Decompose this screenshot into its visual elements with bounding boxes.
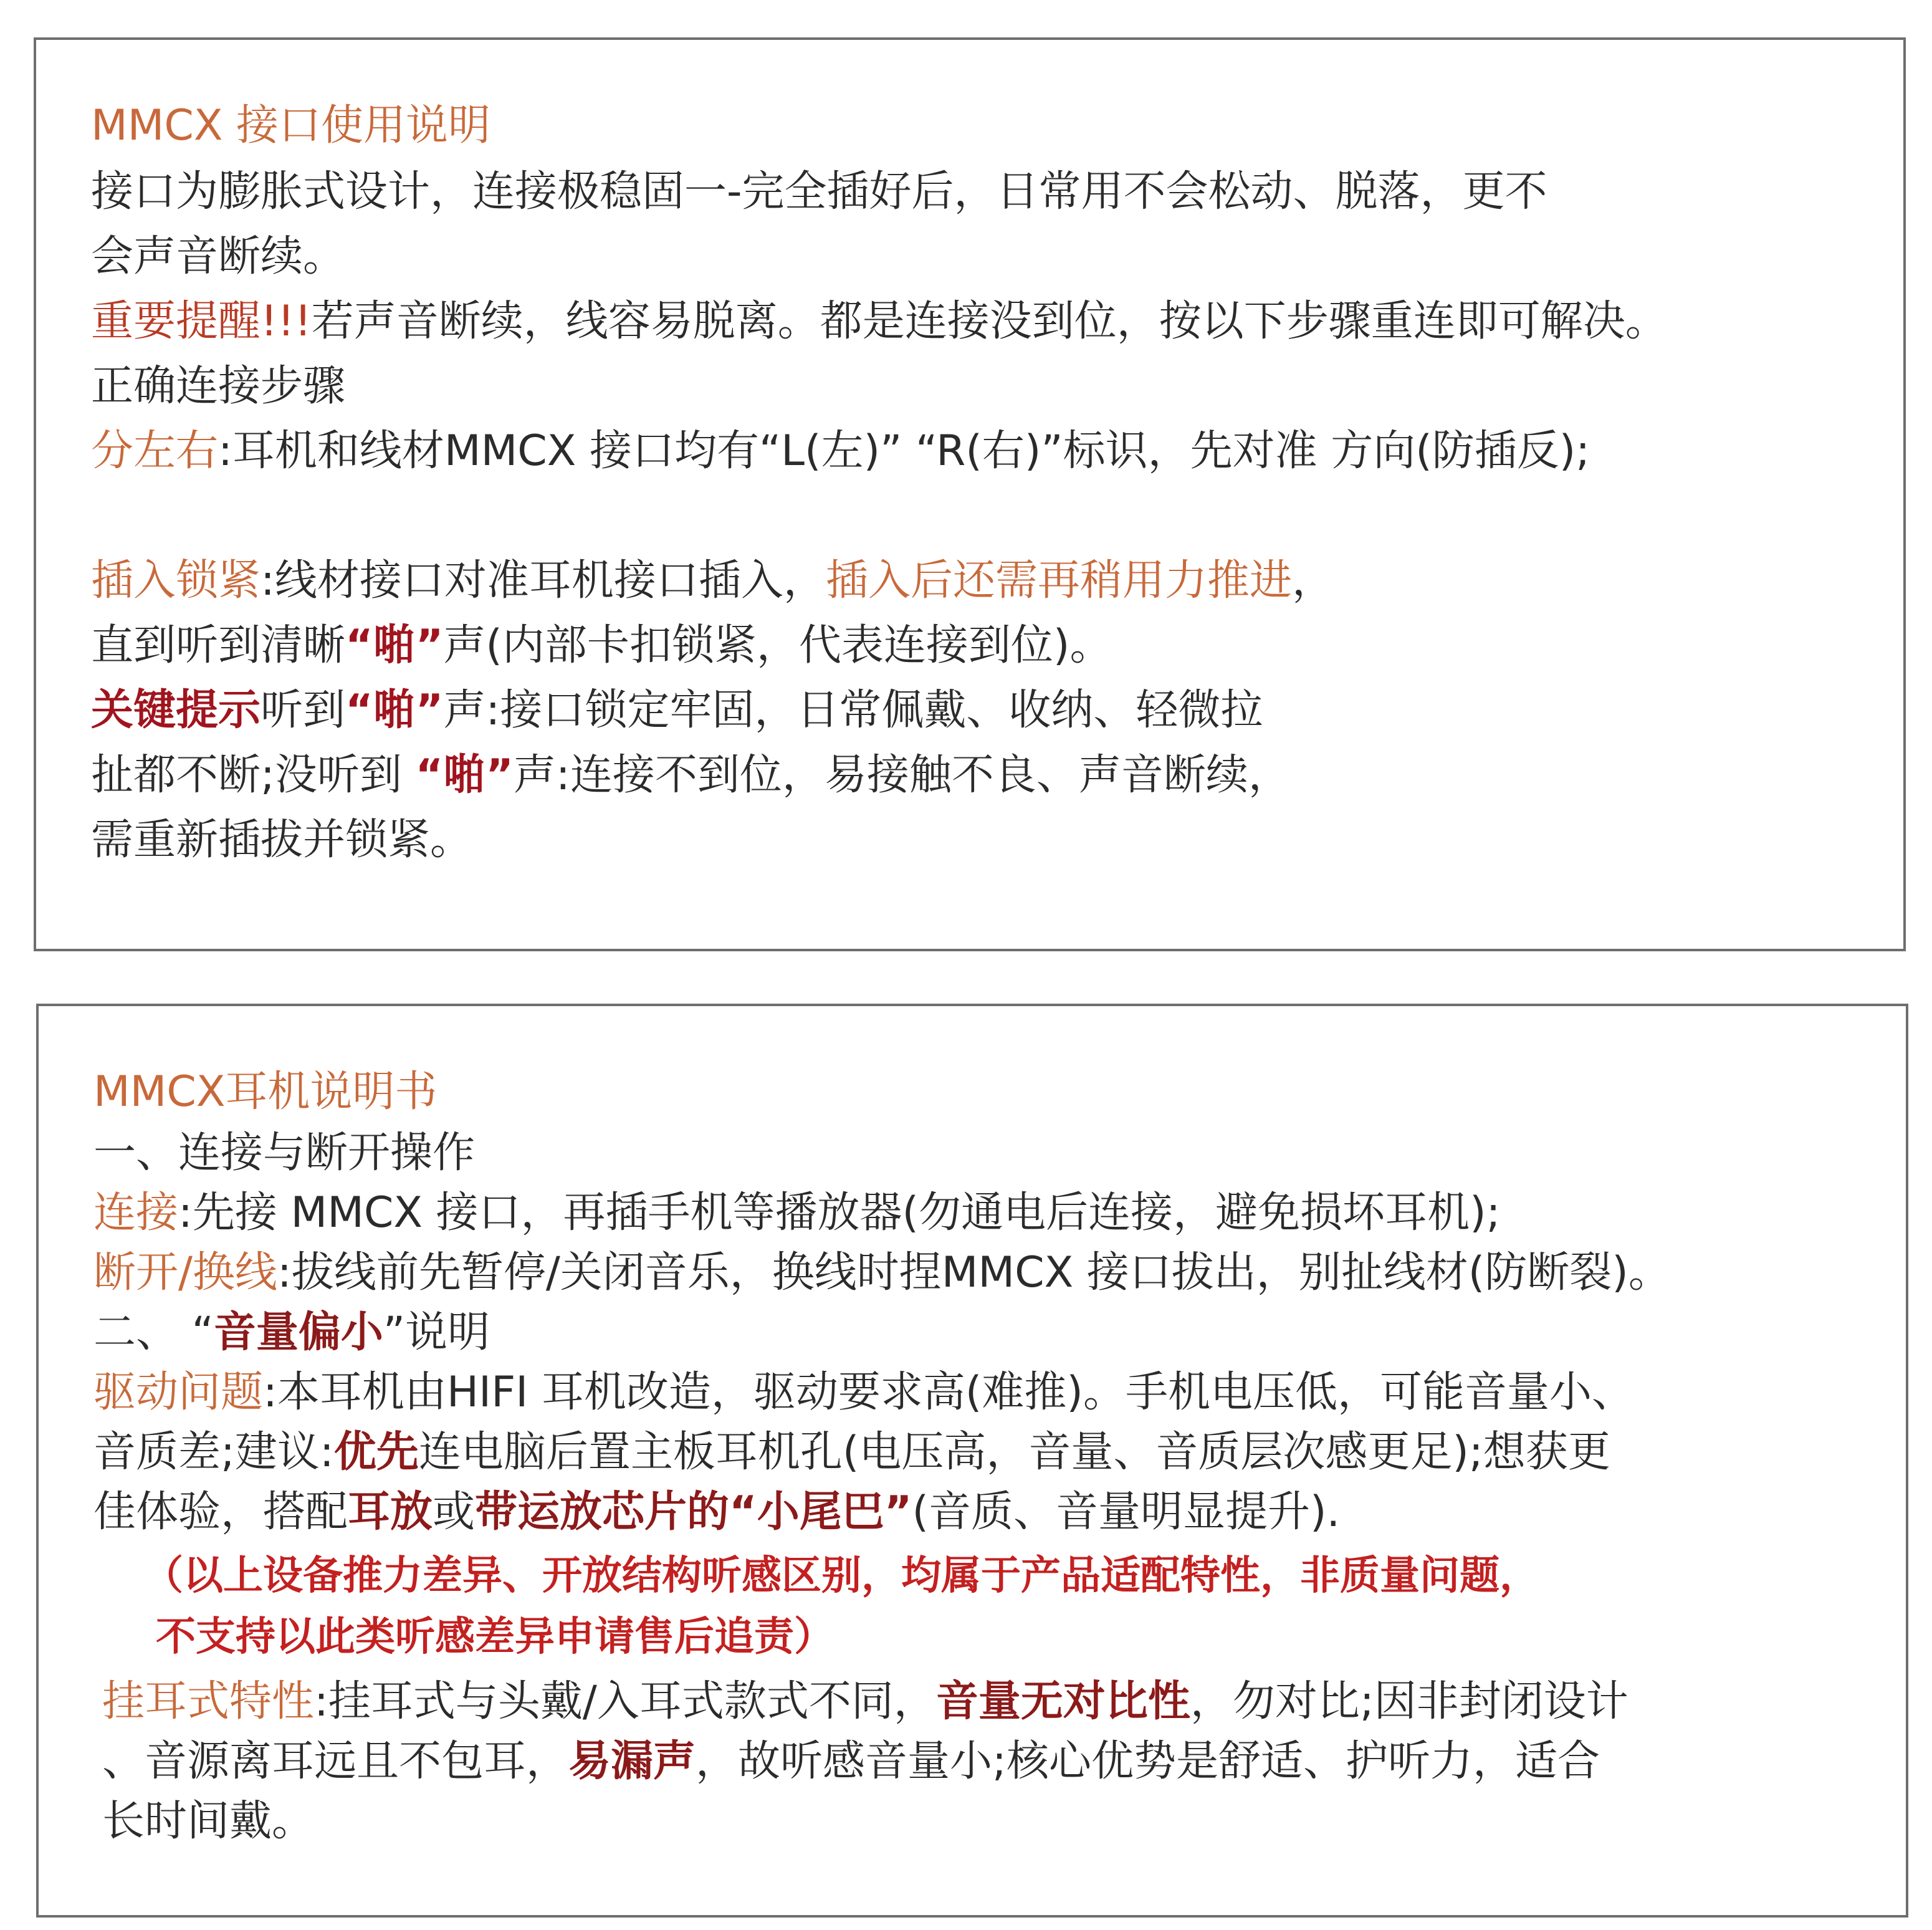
section-volume-b: ”说明 [383,1308,490,1357]
drive-text-1: :本耳机由HIFI 耳机改造，驱动要求高(难推)。手机电压低，可能音量小、 [263,1368,1634,1417]
connect-text: :先接 MMCX 接口，再插手机等播放器(勿通电后连接，避免损坏耳机); [178,1188,1501,1237]
ear-hook-line-2-emphasis: 易漏声 [568,1737,696,1786]
drive-line-3-emphasis-amp: 耳放 [348,1487,433,1537]
click-sound-quote: “啪” [345,621,444,670]
step-insert-lock-line [91,550,1334,612]
ear-hook-line-2-b: ，故听感音量小;核心优势是舒适、护听力，适合 [696,1737,1600,1786]
disconnect-label: 断开/换线 [93,1248,277,1297]
ear-hook-line-3: 长时间戴。 [102,1797,315,1846]
card1-title: MMCX 接口使用说明 [91,101,491,150]
key-tip-line-3: 需重新插拔并锁紧。 [91,815,473,865]
ear-hook-line-1 [102,1671,1628,1733]
notice-line-2: 不支持以此类听感差异申请售后追责） [156,1614,834,1660]
disconnect-text: :拔线前先暂停/关闭音乐，换线时捏MMCX 接口拔出，别扯线材(防断裂)。 [277,1248,1671,1297]
disconnect-line [93,1242,1671,1304]
drive-line-2-a: 音质差;建议: [93,1428,334,1477]
key-tip-label: 关键提示 [91,686,261,735]
ear-hook-text-a: :挂耳式与头戴/入耳式款式不同， [314,1677,936,1726]
important-reminder-label: 重要提醒!!! [91,297,312,346]
step-insert-lock-label: 插入锁紧 [91,556,261,605]
step-insert-lock-line-2 [91,615,1112,677]
drive-line-2-b: 连电脑后置主板耳机孔(电压高，音量、音质层次感更足);想获更 [418,1428,1610,1477]
step-insert-lock-tail: ， [1291,556,1334,605]
section-volume-a: 二、 “ [93,1308,214,1357]
drive-line-2 [93,1421,1610,1484]
section-connect-disconnect-heading: 一、连接与断开操作 [93,1128,476,1178]
click-sound-text-a: 直到听到清晰 [91,621,346,670]
connect-line [93,1182,1501,1244]
ear-hook-label: 挂耳式特性 [102,1677,315,1726]
ear-hook-line-2 [102,1731,1600,1793]
key-tip-line-2-b: 声:连接不到位，易接触不良、声音断续， [513,751,1291,800]
important-reminder-text: 若声音断续，线容易脱离。都是连接没到位，按以下步骤重连即可解决。 [311,297,1668,346]
connect-label: 连接 [93,1188,179,1237]
key-tip-line-1 [91,679,1263,742]
card1-intro-line-2: 会声音断续。 [91,232,346,281]
click-sound-text-b: 声(内部卡扣锁紧，代表连接到位)。 [443,621,1112,670]
ear-hook-line-2-a: 、音源离耳远且不包耳， [102,1737,569,1786]
drive-line-2-emphasis: 优先 [333,1428,419,1477]
key-tip-line-2 [91,744,1291,807]
notice-line-1: （以上设备推力差异、开放结构听感区别，均属于产品适配特性，非质量问题， [143,1553,1539,1599]
drive-line-3-emphasis-dongle: 带运放芯片的“小尾巴” [475,1487,912,1537]
drive-label: 驱动问题 [93,1368,264,1417]
card1-reminder-line [91,290,1668,353]
section-volume-heading [93,1302,490,1364]
step-insert-lock-text: :线材接口对准耳机接口插入， [261,556,826,605]
key-tip-line-2-a: 扯都不断;没听到 [91,751,416,800]
drive-line-3-a: 佳体验，搭配 [93,1487,348,1537]
key-tip-text-b: 声:接口锁定牢固，日常佩戴、收纳、轻微拉 [443,686,1263,735]
drive-line-3-c: (音质、音量明显提升). [912,1487,1341,1537]
key-tip-quote: “啪” [345,686,444,735]
card1-intro-line-1: 接口为膨胀式设计，连接极稳固一-完全插好后，日常用不会松动、脱落，更不 [91,167,1547,216]
step-insert-lock-emphasis: 插入后还需再稍用力推进 [825,556,1292,605]
step-left-right-text: :耳机和线材MMCX 接口均有“L(左)” “R(右)”标识，先对准 方向(防插反); [218,426,1590,476]
step-left-right-line [91,420,1590,482]
steps-heading: 正确连接步骤 [91,362,346,411]
key-tip-line-2-quote: “啪” [415,751,514,800]
drive-line-1 [93,1361,1634,1424]
drive-line-3 [93,1481,1340,1544]
card2-title: MMCX耳机说明书 [93,1067,438,1116]
section-volume-emphasis: 音量偏小 [213,1308,383,1357]
ear-hook-text-b: ，勿对比;因非封闭设计 [1190,1677,1628,1726]
step-left-right-label: 分左右 [91,426,219,476]
ear-hook-emphasis: 音量无对比性 [935,1677,1190,1726]
key-tip-text-a: 听到 [261,686,346,735]
drive-line-3-b: 或 [433,1487,476,1537]
